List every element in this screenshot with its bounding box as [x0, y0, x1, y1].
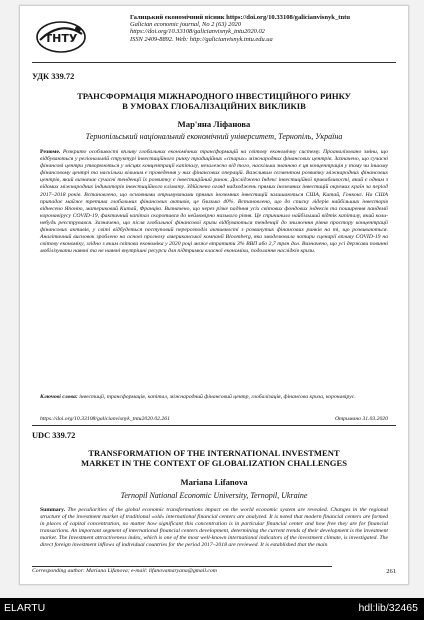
title-en-line1: TRANSFORMATION OF THE INTERNATIONAL INVESTMENT [88, 448, 340, 458]
keywords-ua [40, 394, 388, 401]
abstract-ua-label: Резюме. [40, 149, 61, 155]
status-bar [0, 598, 424, 620]
title-ua-line2: В УМОВАХ ГЛОБАЛІЗАЦІЙНИХ ВИКЛИКІВ [122, 101, 306, 111]
journal-issn: ISSN 2409-8892. Web: http://galicianvisnyk.tntu.edu.ua [130, 35, 273, 43]
repository-name[interactable]: ELARTU [4, 602, 46, 614]
abstract-ua-text: Розкрито особливості впливу глобальних економічних трансформацій на світову економічну систему. Проаналізовано зміни, що відбуваються у регіональній структурі інвестиційного ринку традиційних «старих» міжнародних фінансових центрів. Зазначено, що сучасні фінансові центри утворюються у місцях концентрації капіталу, незалежно від того, наскільки значною є ця концентрація у тому чи іншому фінансовому центрі та наскільки вільним є проведення у них фінансових операцій. Важливим сегментом розвитку міжнародних фінансових центрів, який визначає сучасні тенденції їх розвитку є інвестиційний ринок. Досліджено Індекс інвестиційної привабливості, який є одним з відомих міжнародних індикаторів інвестиційного клімату. Здійснено огляд надходжень прямих іноземних інвестицій окремих країн за період 2017–2018 років. Встановлено, що основними отримувачами прямих іноземних інвестицій залишаються США, Китай, Гонконг. На США припадає майже третина глобальних фінансових активів, це близько 40%. Встановлено, що до списку лідерів найбільших інвесторів віднесено Японію, материковий Китай, Францію. Визначено, що через різке падіння усіх світових фондових індексів та поширення пандемії коронавірусу COVID-19, фактичний капітал скоротився до неймовірно низького рівня. Це спричинило найбільший відтік капіталу, який коли-небудь реєструвався. Зазначено, що після глобальної фінансової кризи відбуваються тенденції до зниження рівня простору концентрації фінансових активів, у світі відбудеться поступовий перерозподіл активності з розвинутих фінансових ринків на ті, що розвиваються. Аналітичний висновок зроблено на основі прогнозу американської компанії Bloomberg, яка змоделювала чотири сценарії впливу COVID-19 на світову економіку, згідно з яким світова економіка у 2020 році може втратити 3% ВВП або 2,7 трлн дол. Визначено, що усі держави повинні мобілізувати наявні та не наявні внутрішні ресурси для підтримки власної економіки, подолання наслідків кризи. [40, 149, 388, 255]
abstract-ua [40, 149, 388, 255]
title-en [32, 448, 396, 468]
logo-text: ТНТУ [44, 32, 78, 45]
abstract-en-text: The peculiarities of the global economic transformations impact on the world economic system are revealed. Changes in the regional structure of the investment market of traditional «old» international financial centers are analyzed. It is noted that modern financial centers are formed in places of capital concentration, no matter how significant this concentration is in particular financial center and how free they are for financial transactions. An important segment of international financial centers development, determining the current trends of their development is the investment market. The Investment attractiveness index, which is one of the most well-known international indicators of the investment climate, is investigated. The direct foreign investment inflows of individual countries for the period 2017–2018 are reviewed. It is established that the main [40, 507, 388, 549]
title-en-line2: MARKET IN THE CONTEXT OF GLOBALIZATION CHALLENGES [81, 458, 347, 468]
university-logo-icon [34, 18, 88, 56]
journal-issue: Galician economic journal, No 2 (63) 2020 [130, 21, 241, 29]
journal-doi: https://doi.org/10.33108/galicianvisnyk_tntu2020.02 [130, 28, 265, 36]
author-en: Mariana Lifanova [180, 477, 248, 487]
title-ua [32, 91, 396, 111]
author-ua: Мар'яна Ліфанова [177, 119, 251, 129]
handle-id[interactable]: hdl:lib/32465 [358, 602, 418, 614]
title-ua-line1: ТРАНСФОРМАЦІЯ МІЖНАРОДНОГО ІНВЕСТИЦІЙНОГО РИНКУ [77, 91, 351, 101]
doi-link[interactable]: https://doi.org/10.33108/galicianvisnyk_tntu2020.02.261 [40, 416, 170, 422]
section-divider [32, 425, 396, 426]
abstract-en-label: Summary. [40, 507, 66, 513]
abstract-en [40, 507, 388, 563]
received-date: Отримано 31.03.2020 [334, 416, 388, 422]
document-page [19, 5, 409, 585]
page-number: 261 [386, 568, 396, 575]
udc-ua: УДК 339.72 [32, 72, 75, 81]
keywords-ua-text: інвестиції, трансформація, капітал, міжнародний фінансовий центр, глобалізація, фінансова криза, коронавірус. [77, 394, 356, 400]
journal-info [130, 14, 396, 43]
affiliation-ua: Тернопільський національний економічний університет, Тернопіль, Україна [85, 132, 343, 141]
udc-en: UDC 339.72 [32, 431, 76, 440]
header-divider [32, 62, 396, 63]
journal-header [32, 14, 396, 60]
keywords-ua-label: Ключові слова: [40, 394, 78, 400]
affiliation-en: Ternopil National Economic University, Ternopil, Ukraine [120, 491, 308, 500]
corresponding-author: Corresponding author: Mariana Lifanova; e-mail: lifanovamaryana@gmail.com [32, 568, 217, 574]
footer-divider [32, 566, 332, 567]
journal-title: Галицький економічний вісник https://doi.org/10.33108/galicianvisnyk_tntu [130, 14, 350, 21]
